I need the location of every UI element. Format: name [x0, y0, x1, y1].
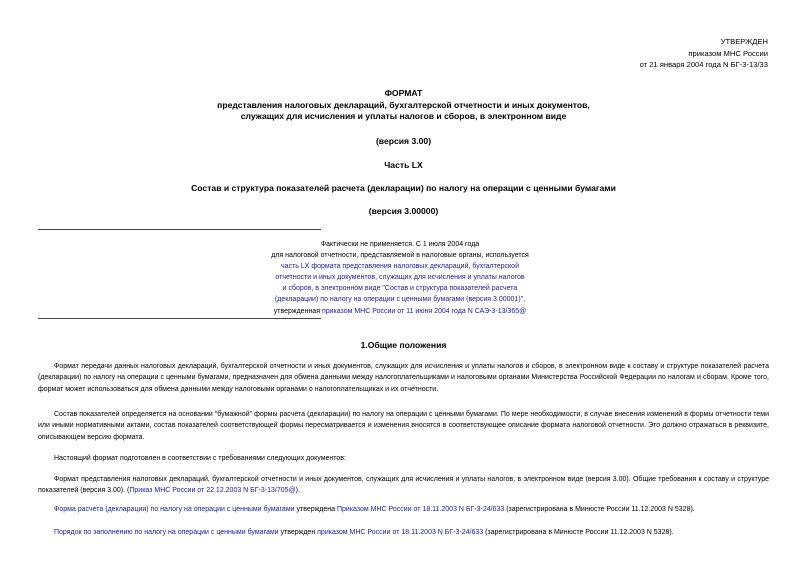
paragraph-text: Формат представления налоговых деклараций, бухгалтерской отчетности и иных документов, служащих для исчисления и уплаты налогов, в электронном виде (версия 3.00). Общие требования к составу и структуре показателей (версия 3.00). ( [38, 476, 769, 495]
title-line: ФОРМАТ [384, 88, 423, 98]
divider-top [38, 229, 321, 230]
divider-bottom [38, 318, 321, 319]
note-line [250, 306, 550, 317]
note-line: Фактически не применяется. С 1 июля 2004 года [320, 241, 480, 248]
title-subversion: (версия 3.00000) [368, 205, 439, 216]
note-text: утвержденная [273, 307, 322, 315]
title-version: (версия 3.00) [375, 135, 432, 146]
paragraph-text: ). [295, 487, 300, 495]
title-subtitle: Состав и структура показателей расчета (декларации) по налогу на операции с ценными бумагами [191, 182, 616, 193]
note-link-line[interactable]: отчетности и иных документов, служащих для исчисления и уплаты налогов [275, 274, 525, 282]
note-link-line[interactable]: (декларации) по налогу на операции с ценными бумагами (версия 3.00001)", [274, 296, 526, 304]
paragraph [38, 453, 769, 464]
paragraph-text: Состав показателей определяется на основании "бумажной" формы расчета (декларации) по налогу на операции с ценными бумагами. По мере необходимости, в случае внесения изменений в формы отчетности теми или иными нормативными актами, состав показателей соответствующей формы пересматривается и изменения вносятся в соответствующее описание формата налоговой отчетности. Это должно отражаться в реквизите, описывающем версию формата. [38, 411, 769, 441]
note-link-line[interactable]: часть LX формата представления налоговых деклараций, бухгалтерской [281, 263, 519, 271]
title-line: служащих для исчисления и уплаты налогов и сборов, в электронном виде [240, 111, 567, 122]
paragraph [38, 527, 769, 538]
note-link-line[interactable]: и сборов, в электронном виде "Состав и структура показателей расчета [282, 285, 518, 293]
note-order-link[interactable]: приказом МНС России от 11 июня 2004 года N САЭ-3-13/365@ [321, 307, 527, 315]
paragraph-text: (зарегистрирована в Минюсте России 11.12.2003 N 5328). [504, 506, 695, 513]
order-link[interactable]: Приказ МНС России от 22.12.2003 N БГ-3-13/705@ [129, 487, 296, 495]
order-link[interactable]: Приказом МНС России от 18.11.2003 N БГ-3-24/633 [337, 506, 505, 513]
section-heading: 1.Общие положения [360, 340, 447, 350]
paragraph-text: утвержден [278, 529, 318, 536]
approval-line: приказом МНС России [688, 48, 768, 58]
form-link[interactable]: Форма расчета (декларации) по налогу на операции с ценными бумагами [54, 506, 295, 513]
title-line: представления налоговых деклараций, бухгалтерской отчетности и иных документов, [217, 99, 590, 110]
note-line: для налоговой отчетности, представляемой в налоговые органы, используется [271, 252, 529, 260]
document-title [0, 88, 807, 217]
procedure-link[interactable]: Порядок по заполнению по налогу на операции с ценными бумагами [54, 529, 279, 536]
paragraph [38, 474, 769, 497]
paragraph-text: Настоящий формат подготовлен в соответствии с требованиями следующих документов: [54, 455, 346, 462]
applicability-note [250, 239, 550, 317]
paragraph [38, 361, 769, 395]
paragraph-text: утверждена [294, 506, 337, 513]
paragraph-text: (зарегистрирована в Минюсте России 11.12.2003 N 5328). [483, 529, 674, 536]
order-link[interactable]: приказом МНС России от 18.11.2003 N БГ-3-24/633 [317, 529, 484, 536]
approval-line: УТВЕРЖДЕН [720, 37, 768, 46]
approval-line: от 21 января 2004 года N БГ-3-13/33 [639, 60, 768, 69]
approval-stamp [640, 36, 768, 71]
paragraph [38, 409, 769, 443]
title-part: Часть LX [384, 160, 423, 171]
paragraph-text: Формат передачи данных налоговых деклараций, бухгалтерской отчетности и иных документов, служащих для исчисления и уплаты налогов и сборов, в электронном виде к составу и структуре показателей расчета (декларации) по налогу на операции с ценными бумагами, предназначен для обмена данными между налогоплательщиками и налоговыми органами Министерства Российской Федерации по налогам и сборам. Кроме того, формат может использоваться для обмена данными между налоговыми органами о налогоплательщиках и их отчетности. [38, 363, 769, 393]
paragraph [38, 504, 769, 515]
